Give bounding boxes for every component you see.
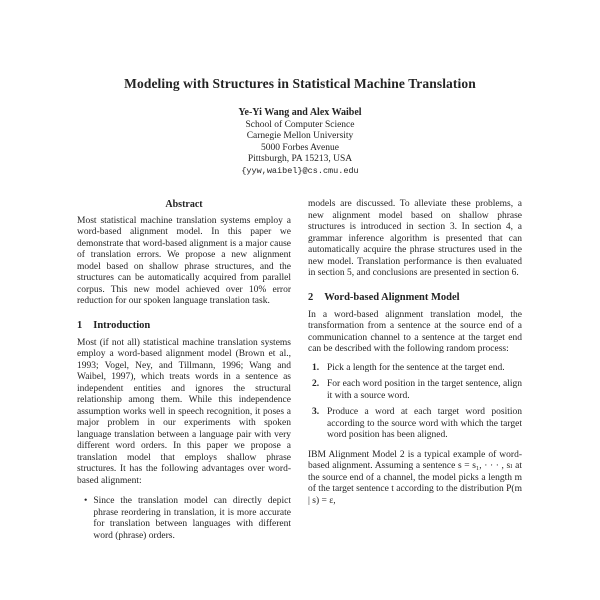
bullet-text: Since the translation model can directly depict phrase reordering in translation, it is more accurate for translation between languages with different word (phrase) orders. bbox=[93, 496, 291, 541]
list-item-2-text: For each word position in the target sentence, align it with a source word. bbox=[327, 379, 522, 401]
list-item-3-number: 3. bbox=[312, 407, 320, 418]
abstract-text: Most statistical machine translation systems employ a word-based alignment model. In this paper we demonstrate that word-based alignment is a major cause of translation errors. We propose a new alignment model based on shallow phrase structures, and the structures can be automatically acquired from parallel corpus. This new model achieved over 10% error reduction for our spoken language translation task. bbox=[77, 215, 291, 307]
section-2-title: Word-based Alignment Model bbox=[324, 291, 460, 303]
affiliation-line-email: {yyw,waibel}@cs.cmu.edu bbox=[241, 165, 359, 176]
list-item-1-number: 1. bbox=[312, 362, 320, 373]
section-2-closing-paragraph: IBM Alignment Model 2 is a typical example of word-based alignment. Assuming a sentence s = s₁, · · · , sₗ at the source end of a channel, the model picks a length m of the target sentence t according to the distribution P(m | s) = ε, bbox=[308, 449, 522, 506]
introduction-paragraph: Most (if not all) statistical machine translation systems employ a word-based alignment model (Brown et al., 1993; Vogel, Ney, and Tillmann, 1996; Wang and Waibel, 1997), which treats words in a sentence as independent entities and ignores the structural relationship among them. While this independence assumption works well in speech recognition, it poses a major problem in our experiments with spoken language translation between a language pair with very different word orders. In this paper we propose a translation model that employs shallow phrase structures. It has the following advantages over word-based alignment: bbox=[77, 337, 291, 486]
right-column bbox=[308, 199, 522, 542]
continuation-paragraph: models are discussed. To alleviate these problems, a new alignment model based on shallow phrase structures is introduced in section 3. In section 4, a grammar inference algorithm is presented that can automatically acquire the phrase structures used in the new model. Translation performance is then evaluated in section 5, and conclusions are presented in section 6. bbox=[308, 199, 522, 279]
affiliation-line-university: Carnegie Mellon University bbox=[246, 131, 354, 142]
paper-authors: Ye-Yi Wang and Alex Waibel bbox=[238, 106, 362, 118]
list-item-2-number: 2. bbox=[312, 379, 320, 390]
paper-title: Modeling with Structures in Statistical Machine Translation bbox=[124, 76, 476, 91]
left-column bbox=[77, 199, 291, 542]
affiliation-line-school: School of Computer Science bbox=[245, 119, 355, 130]
list-item-3 bbox=[312, 407, 522, 442]
section-1-title: Introduction bbox=[93, 319, 151, 331]
bullet-item bbox=[77, 496, 291, 542]
section-2-number: 2 bbox=[308, 291, 314, 303]
list-item-3-text: Produce a word at each target word position according to the source word with which the target word position has been aligned. bbox=[327, 407, 522, 441]
list-item-1 bbox=[312, 363, 522, 375]
paper-content bbox=[77, 0, 523, 542]
list-item-2 bbox=[312, 379, 522, 402]
abstract-heading: Abstract bbox=[165, 199, 203, 211]
list-item-1-text: Pick a length for the sentence at the target end. bbox=[327, 362, 505, 373]
bullet-icon: • bbox=[84, 496, 88, 507]
section-2-heading bbox=[308, 292, 522, 304]
numbered-list bbox=[312, 363, 522, 442]
section-2-intro-paragraph: In a word-based alignment translation model, the transformation from a sentence at the source end of a communication channel to a sentence at the target end can be described with the following random process: bbox=[308, 309, 522, 355]
affiliation-line-city: Pittsburgh, PA 15213, USA bbox=[247, 154, 353, 165]
two-column-body bbox=[77, 199, 523, 542]
section-1-number: 1 bbox=[77, 319, 83, 331]
affiliation-line-street: 5000 Forbes Avenue bbox=[261, 142, 339, 153]
paper-affiliation-block bbox=[77, 120, 523, 178]
section-1-heading bbox=[77, 320, 291, 332]
